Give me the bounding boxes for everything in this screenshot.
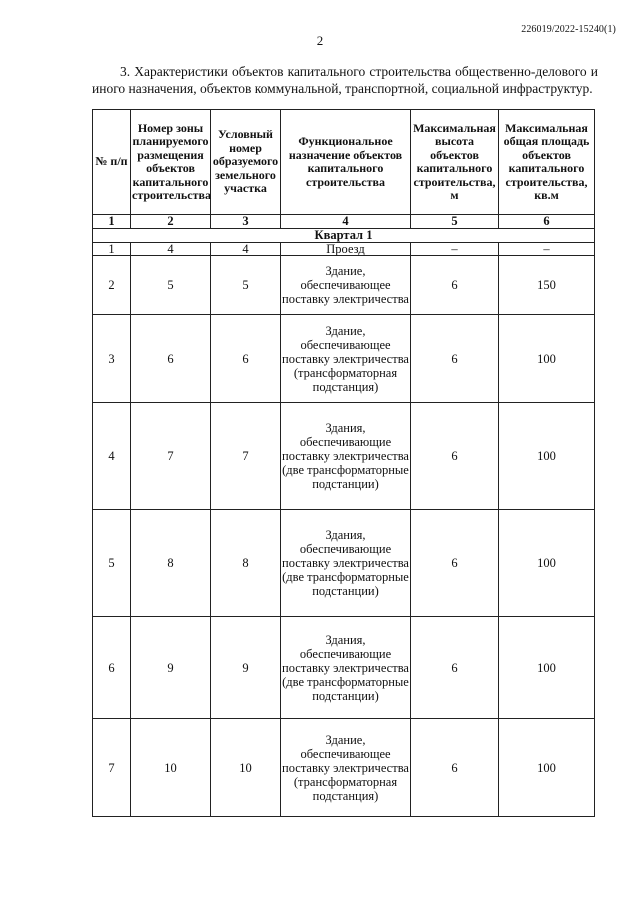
table-body bbox=[93, 243, 595, 817]
row-number-cell: 3 bbox=[93, 315, 131, 403]
function-cell: Здания, обеспечивающие поставку электричества (две трансформаторные подстанции) bbox=[281, 510, 411, 617]
max-area-cell: 150 bbox=[499, 256, 595, 315]
max-area-cell: – bbox=[499, 243, 595, 256]
table-row bbox=[93, 243, 595, 256]
section-title: Квартал 1 bbox=[93, 229, 595, 243]
column-number: 2 bbox=[131, 215, 211, 229]
column-number-row bbox=[93, 215, 595, 229]
max-height-cell: 6 bbox=[411, 617, 499, 719]
max-height-cell: 6 bbox=[411, 256, 499, 315]
function-cell: Здание, обеспечивающее поставку электричества bbox=[281, 256, 411, 315]
row-number-cell: 7 bbox=[93, 719, 131, 817]
max-area-cell: 100 bbox=[499, 315, 595, 403]
function-cell: Проезд bbox=[281, 243, 411, 256]
page-number: 2 bbox=[316, 33, 324, 48]
plot-number-cell: 10 bbox=[211, 719, 281, 817]
table-header-row bbox=[93, 110, 595, 215]
table-row bbox=[93, 403, 595, 510]
plot-number-cell: 4 bbox=[211, 243, 281, 256]
column-number: 6 bbox=[499, 215, 595, 229]
zone-number-cell: 5 bbox=[131, 256, 211, 315]
max-area-cell: 100 bbox=[499, 510, 595, 617]
plot-number-cell: 6 bbox=[211, 315, 281, 403]
max-height-cell: 6 bbox=[411, 315, 499, 403]
zone-number-cell: 4 bbox=[131, 243, 211, 256]
header-cell-area: Максимальная общая площадь объектов капитального строительства, кв.м bbox=[499, 110, 595, 215]
table-row bbox=[93, 510, 595, 617]
max-height-cell: 6 bbox=[411, 719, 499, 817]
function-cell: Здание, обеспечивающее поставку электричества (трансформаторная подстанция) bbox=[281, 719, 411, 817]
section-heading-paragraph: 3. Характеристики объектов капитального строительства общественно-делового и иного назначения, объектов коммунальной, транспортной, социальной инфраструктур. bbox=[92, 64, 598, 96]
row-number-cell: 2 bbox=[93, 256, 131, 315]
table-row bbox=[93, 617, 595, 719]
header-cell-function: Функциональное назначение объектов капитального строительства bbox=[281, 110, 411, 215]
header-cell-height: Максимальная высота объектов капитального строительства, м bbox=[411, 110, 499, 215]
zone-number-cell: 7 bbox=[131, 403, 211, 510]
row-number-cell: 5 bbox=[93, 510, 131, 617]
column-number: 1 bbox=[93, 215, 131, 229]
table-row bbox=[93, 256, 595, 315]
plot-number-cell: 5 bbox=[211, 256, 281, 315]
header-cell-zone: Номер зоны планируемого размещения объектов капитального строительства bbox=[131, 110, 211, 215]
row-number-cell: 4 bbox=[93, 403, 131, 510]
header-cell-plot: Условный номер образуемого земельного участка bbox=[211, 110, 281, 215]
function-cell: Здания, обеспечивающие поставку электричества (две трансформаторные подстанции) bbox=[281, 617, 411, 719]
document-number: 226019/2022-15240(1) bbox=[521, 24, 616, 35]
row-number-cell: 1 bbox=[93, 243, 131, 256]
section-row bbox=[93, 229, 595, 243]
function-cell: Здание, обеспечивающее поставку электричества (трансформаторная подстанция) bbox=[281, 315, 411, 403]
max-area-cell: 100 bbox=[499, 403, 595, 510]
plot-number-cell: 8 bbox=[211, 510, 281, 617]
max-area-cell: 100 bbox=[499, 719, 595, 817]
zone-number-cell: 9 bbox=[131, 617, 211, 719]
max-height-cell: – bbox=[411, 243, 499, 256]
zone-number-cell: 6 bbox=[131, 315, 211, 403]
characteristics-table bbox=[92, 109, 595, 817]
table-row bbox=[93, 719, 595, 817]
column-number: 3 bbox=[211, 215, 281, 229]
column-number: 5 bbox=[411, 215, 499, 229]
max-height-cell: 6 bbox=[411, 403, 499, 510]
zone-number-cell: 8 bbox=[131, 510, 211, 617]
plot-number-cell: 7 bbox=[211, 403, 281, 510]
table-row bbox=[93, 315, 595, 403]
max-height-cell: 6 bbox=[411, 510, 499, 617]
zone-number-cell: 10 bbox=[131, 719, 211, 817]
function-cell: Здания, обеспечивающие поставку электричества (две трансформаторные подстанции) bbox=[281, 403, 411, 510]
column-number: 4 bbox=[281, 215, 411, 229]
max-area-cell: 100 bbox=[499, 617, 595, 719]
header-cell-number: № п/п bbox=[93, 110, 131, 215]
plot-number-cell: 9 bbox=[211, 617, 281, 719]
row-number-cell: 6 bbox=[93, 617, 131, 719]
